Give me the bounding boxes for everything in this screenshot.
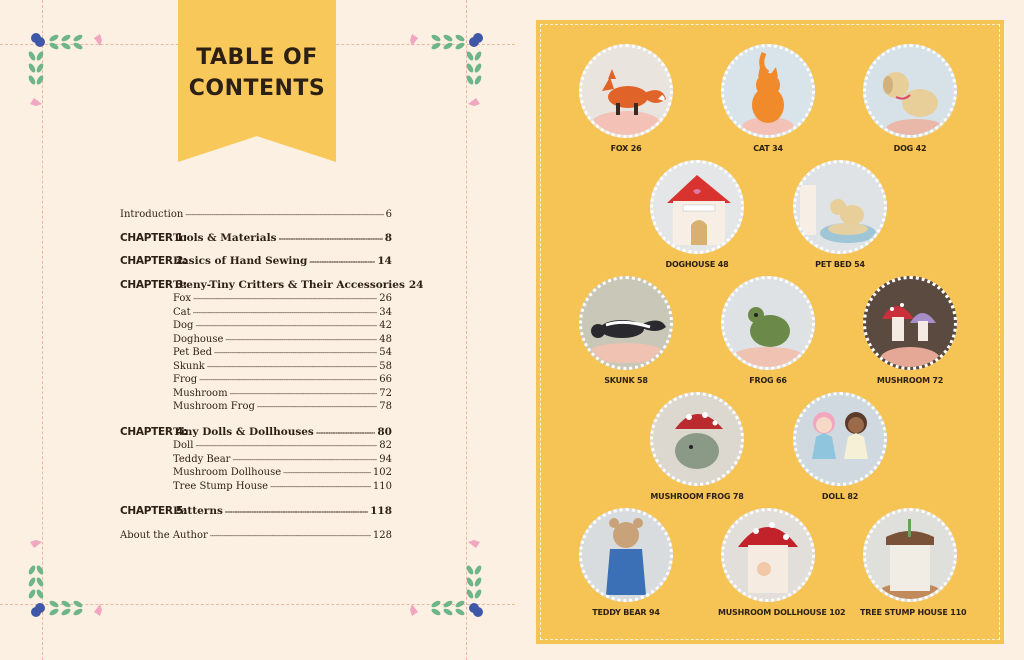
- gallery-caption: DOGHOUSE 48: [665, 260, 729, 269]
- toc-entry-tree-stump-house[interactable]: [120, 480, 392, 494]
- fox-photo: [579, 44, 673, 138]
- toc-page: 78: [379, 401, 392, 412]
- leader-dots: [225, 505, 368, 519]
- toc-page: 66: [379, 374, 392, 385]
- toc-chapter-4[interactable]: [120, 426, 392, 440]
- leader-dots: [316, 426, 376, 440]
- doll-icon: [796, 395, 884, 483]
- leader-dots: [199, 374, 377, 388]
- leader-dots: [279, 232, 383, 246]
- toc-entry-mushroom-dollhouse[interactable]: [120, 466, 392, 480]
- toc-entry-mushroom[interactable]: [120, 387, 392, 401]
- vine-top-left-icon: [26, 26, 116, 116]
- dog-icon: [866, 47, 954, 135]
- doll-photo: [793, 392, 887, 486]
- toc-entry-mushroom-frog[interactable]: [120, 400, 392, 414]
- gallery-item-mushroom-dollhouse[interactable]: [718, 508, 846, 617]
- leader-dots: [193, 293, 377, 307]
- cat-photo: [721, 44, 815, 138]
- toc-label: Dog: [173, 320, 194, 331]
- mushroom-frog-photo: [650, 392, 744, 486]
- toc-page: 94: [379, 453, 392, 465]
- gallery-caption: DOLL 82: [821, 492, 859, 501]
- leader-dots: [270, 481, 371, 495]
- gallery-caption: TREE STUMP HOUSE 110: [860, 608, 967, 617]
- toc-entry-fox[interactable]: [120, 292, 392, 306]
- toc-label: Doghouse: [173, 333, 224, 345]
- toc-entry-doghouse[interactable]: [120, 333, 392, 347]
- skunk-photo: [579, 276, 673, 370]
- toc-page: 24: [408, 278, 424, 291]
- toc-page: 8: [384, 231, 392, 244]
- toc-page: 58: [379, 360, 392, 372]
- leader-dots: [230, 388, 378, 402]
- gallery-caption: FROG 66: [749, 376, 787, 385]
- toc-label: Pet Bed: [173, 347, 213, 358]
- table-of-contents: [120, 208, 424, 542]
- mushroom-frog-icon: [653, 395, 741, 483]
- toc-entry-dog[interactable]: [120, 319, 392, 333]
- mushroom-dollhouse-photo: [721, 508, 815, 602]
- toc-page: 118: [370, 505, 392, 517]
- toc-chapter-1[interactable]: [120, 232, 392, 246]
- toc-entry-introduction[interactable]: [120, 208, 392, 222]
- toc-label: Doll: [173, 440, 194, 451]
- toc-page: 110: [372, 480, 392, 492]
- teddy-bear-icon: [582, 511, 670, 599]
- toc-chapter-2[interactable]: [120, 255, 392, 269]
- pet-bed-photo: [793, 160, 887, 254]
- leader-dots: [210, 530, 371, 544]
- title-line-2: CONTENTS: [188, 76, 326, 101]
- toc-page: 128: [372, 529, 392, 541]
- chapter-title: Basics of Hand Sewing: [173, 255, 308, 267]
- toc-page: 34: [379, 306, 392, 318]
- toc-page: 48: [379, 333, 392, 345]
- gallery-caption: MUSHROOM DOLLHOUSE 102: [718, 608, 846, 617]
- toc-label: Introduction: [120, 209, 184, 220]
- frog-photo: [721, 276, 815, 370]
- gallery-caption: FOX 26: [610, 144, 642, 153]
- dog-photo: [863, 44, 957, 138]
- gallery-caption: MUSHROOM 72: [876, 376, 944, 385]
- toc-page: 26: [379, 293, 392, 304]
- pet-bed-icon: [796, 163, 884, 251]
- toc-page: 72: [379, 387, 392, 399]
- page-title: [178, 42, 336, 104]
- toc-label: Skunk: [173, 360, 205, 372]
- gallery-caption: TEDDY BEAR 94: [592, 608, 660, 617]
- toc-page: 82: [379, 440, 392, 451]
- leader-dots: [283, 467, 371, 481]
- gallery-item-cat[interactable]: [718, 44, 818, 153]
- doghouse-photo: [650, 160, 744, 254]
- toc-label: Mushroom Frog: [173, 401, 255, 412]
- toc-entry-skunk[interactable]: [120, 360, 392, 374]
- leader-dots: [232, 454, 377, 468]
- leader-dots: [214, 347, 377, 361]
- leader-dots: [309, 255, 375, 269]
- leader-dots: [207, 361, 377, 375]
- mushroom-icon: [866, 279, 954, 367]
- gallery-caption: SKUNK 58: [604, 376, 648, 385]
- toc-label: Teddy Bear: [173, 453, 231, 465]
- toc-entry-pet-bed[interactable]: [120, 346, 392, 360]
- cat-icon: [724, 47, 812, 135]
- leader-dots: [225, 334, 377, 348]
- toc-label: Mushroom: [173, 387, 228, 399]
- toc-label: About the Author: [120, 529, 208, 541]
- gallery-item-frog[interactable]: [718, 276, 818, 385]
- gallery-item-skunk[interactable]: [576, 276, 676, 385]
- gallery-item-teddy-bear[interactable]: [576, 508, 676, 617]
- toc-label: Tree Stump House: [173, 480, 269, 492]
- toc-page: 6: [385, 209, 392, 220]
- gallery-item-mushroom[interactable]: [860, 276, 960, 385]
- toc-page: 14: [377, 255, 392, 267]
- toc-entry-about-author[interactable]: [120, 529, 392, 543]
- doghouse-icon: [653, 163, 741, 251]
- toc-page: 102: [372, 467, 392, 478]
- toc-label: Frog: [173, 374, 198, 385]
- title-line-1: TABLE OF: [196, 45, 318, 70]
- teddy-bear-photo: [579, 508, 673, 602]
- toc-page: 54: [379, 347, 392, 358]
- chapter-title: Tools & Materials: [173, 231, 277, 244]
- vine-bottom-right-icon: [398, 534, 488, 624]
- gallery-caption: CAT 34: [753, 144, 783, 153]
- toc-page: 80: [377, 425, 392, 438]
- toc-page: 42: [379, 320, 392, 331]
- gallery-item-doll[interactable]: [790, 392, 890, 501]
- leader-dots: [195, 320, 377, 334]
- skunk-icon: [582, 279, 670, 367]
- chapter-number: CHAPTER 1:: [120, 231, 187, 244]
- leader-dots: [257, 401, 377, 415]
- gallery-item-tree-stump-house[interactable]: [860, 508, 967, 617]
- gallery-item-dog[interactable]: [860, 44, 960, 153]
- gallery-caption: PET BED 54: [815, 260, 865, 269]
- toc-label: Cat: [173, 306, 191, 318]
- gallery-item-pet-bed[interactable]: [790, 160, 890, 269]
- mushroom-dollhouse-icon: [724, 511, 812, 599]
- toc-label: Fox: [173, 293, 192, 304]
- chapter-number: CHAPTER 4:: [120, 425, 187, 438]
- toc-entry-teddy-bear[interactable]: [120, 453, 392, 467]
- gallery-caption: MUSHROOM FROG 78: [650, 492, 744, 501]
- gallery-item-mushroom-frog[interactable]: [647, 392, 747, 501]
- toc-entry-frog[interactable]: [120, 373, 392, 387]
- toc-entry-cat[interactable]: [120, 306, 392, 320]
- vine-top-right-icon: [398, 26, 488, 116]
- gallery-item-fox[interactable]: [576, 44, 676, 153]
- tree-stump-house-photo: [863, 508, 957, 602]
- chapter-number: CHAPTER 5:: [120, 505, 187, 517]
- vine-bottom-left-icon: [26, 534, 116, 624]
- leader-dots: [195, 440, 377, 454]
- tree-stump-house-icon: [866, 511, 954, 599]
- mushroom-photo: [863, 276, 957, 370]
- chapter-title: Patterns: [173, 505, 223, 517]
- gallery-item-doghouse[interactable]: [647, 160, 747, 269]
- chapter-number: CHAPTER 2:: [120, 255, 187, 267]
- toc-chapter-3[interactable]: [120, 278, 424, 293]
- toc-chapter-5[interactable]: [120, 505, 392, 519]
- frog-icon: [724, 279, 812, 367]
- leader-dots: [185, 209, 383, 223]
- chapter-number: CHAPTER 3:: [120, 278, 187, 291]
- fox-icon: [582, 47, 670, 135]
- leader-dots: [193, 307, 378, 321]
- gallery-caption: DOG 42: [893, 144, 927, 153]
- toc-entry-doll[interactable]: [120, 439, 392, 453]
- chapter-title: Tiny Dolls & Dollhouses: [173, 425, 314, 438]
- chapter-title: Teeny-Tiny Critters & Their Accessories: [173, 278, 405, 291]
- toc-label: Mushroom Dollhouse: [173, 467, 282, 478]
